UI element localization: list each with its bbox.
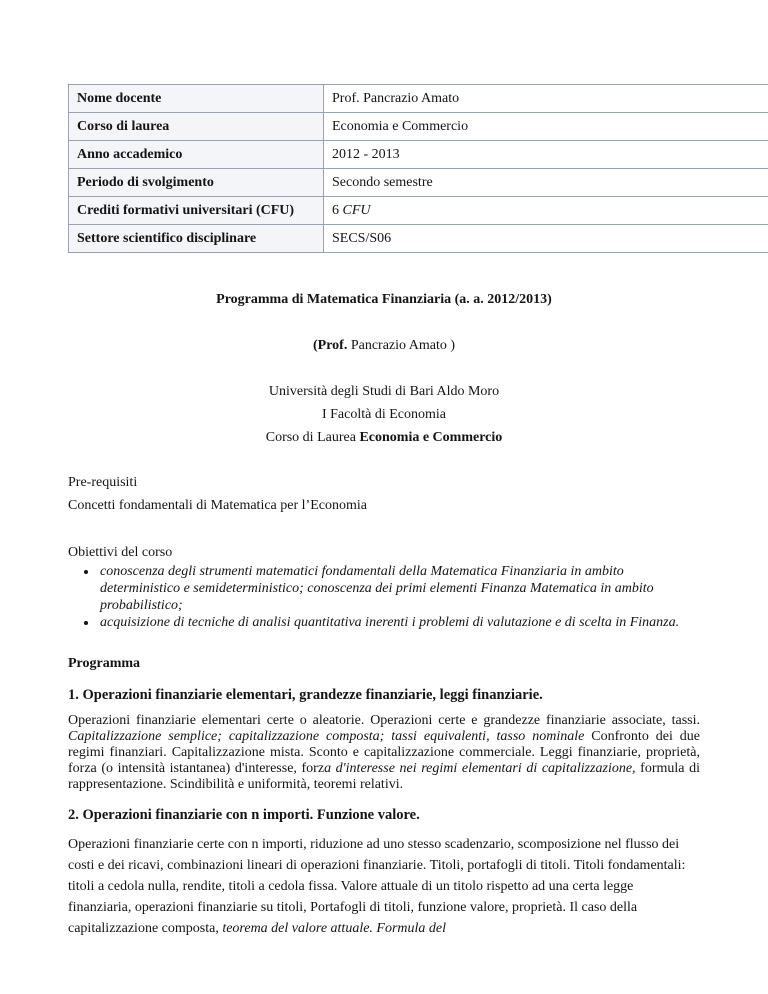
field-label: Anno accademico [69, 141, 324, 169]
section-1-body: Operazioni finanziarie elementari certe o aleatorie. Operazioni certe e grandezze finanziarie associate, tassi. Capitalizzazione semplice; capitalizzazione composta; tassi equivalenti, tasso nominale Confronto dei due regimi finanziari. Capitalizzazione mista. Sconto e capitalizzazione commerciale. Leggi finanziarie, proprietà, forza (o intensità istantanea) d'interesse, forza d'interesse nei regimi elementari di capitalizzazione, formula di rappresentazione. Scindibilità e uniformità, teoremi relativi. [68, 713, 700, 792]
objective-item: • acquisizione di tecniche di analisi quantitativa inerenti i problemi di valutazione e di scelta in Finanza. [98, 614, 700, 631]
field-value: SECS/S06 [324, 225, 768, 253]
section-2-title: 2. Operazioni finanziarie con n importi. Funzione valore. [68, 807, 420, 823]
field-label: Settore scientifico disciplinare [69, 225, 324, 253]
faculty-name: I Facoltà di Economia [321, 407, 447, 422]
professor-line: (Prof. Pancrazio Amato ) [312, 338, 456, 353]
table-row [69, 113, 768, 141]
table-row [69, 85, 768, 113]
prerequisites-text: Concetti fondamentali di Matematica per l’Economia [68, 498, 367, 513]
section-1-title: 1. Operazioni finanziarie elementari, grandezze finanziarie, leggi finanziarie. [68, 687, 543, 703]
prerequisites-heading: Pre-requisiti [68, 475, 138, 490]
objective-item: • conoscenza degli strumenti matematici fondamentali della Matematica Finanziaria in ambito deterministico e semideterministico; conoscenza dei primi elementi Finanza Matematica in ambito probabilistico; [98, 563, 700, 614]
section-2-body: Operazioni finanziarie certe con n importi, riduzione ad uno stesso scadenzario, scomposizione nel flusso dei costi e dei ricavi, combinazioni lineari di operazioni finanziarie. Titoli, portafogli di titoli. Titoli fondamentali: titoli a cedola nulla, rendite, titoli a cedola fissa. Valore attuale di un titolo rispetto ad una certa legge finanziaria, operazioni finanziarie su titoli, Portafogli di titoli, funzione valore, proprietà. Il caso della capitalizzazione composta, teorema del valore attuale. Formula del [68, 837, 686, 936]
program-heading: Programma [68, 656, 141, 671]
university-name: Università degli Studi di Bari Aldo Moro [268, 384, 500, 399]
field-label: Periodo di svolgimento [69, 169, 324, 197]
objectives-heading: Obiettivi del corso [68, 545, 173, 560]
field-value: Prof. Pancrazio Amato [324, 85, 768, 113]
field-value: 2012 - 2013 [324, 141, 768, 169]
objectives-list [68, 563, 700, 631]
course-info-table [68, 84, 768, 253]
table-row [69, 225, 768, 253]
field-value: 6 CFU [324, 197, 768, 225]
field-label: Crediti formativi universitari (CFU) [69, 197, 324, 225]
field-label: Corso di laurea [69, 113, 324, 141]
field-value: Economia e Commercio [324, 113, 768, 141]
table-row [69, 169, 768, 197]
document-title: Programma di Matematica Finanziaria (a. a. 2012/2013) [216, 292, 552, 307]
table-row [69, 141, 768, 169]
field-value: Secondo semestre [324, 169, 768, 197]
field-label: Nome docente [69, 85, 324, 113]
degree-course-line: Corso di Laurea Economia e Commercio [265, 430, 503, 445]
table-row [69, 197, 768, 225]
